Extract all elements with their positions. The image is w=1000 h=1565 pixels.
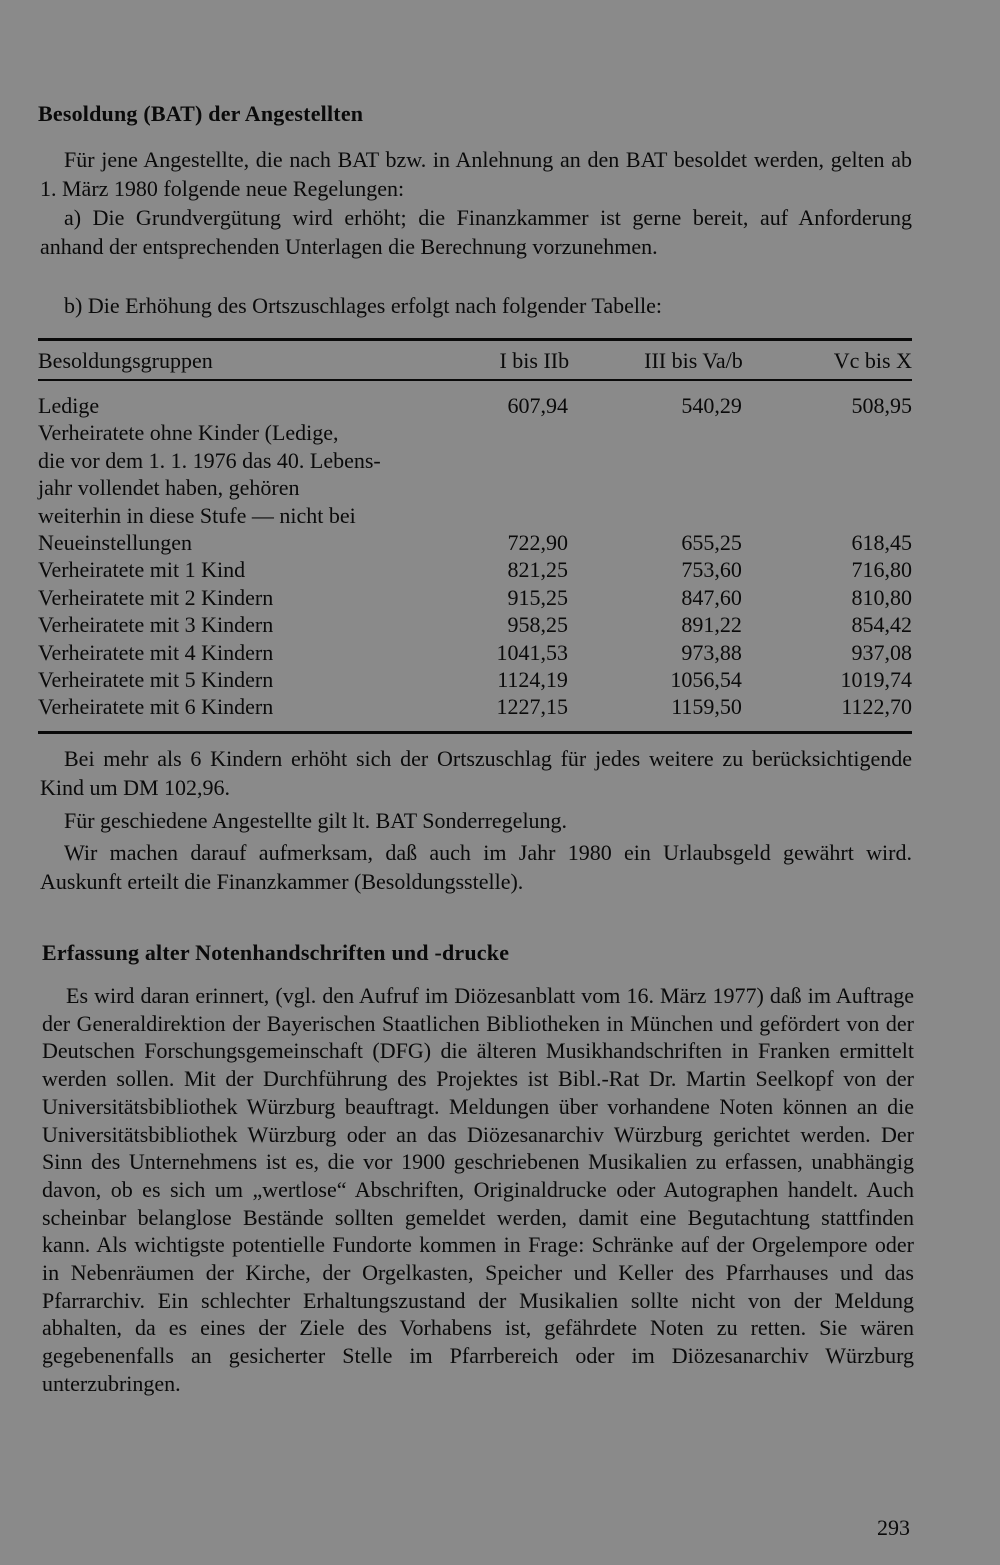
row-label: Verheiratete mit 6 Kindern bbox=[38, 694, 274, 720]
paragraph-geschiedene: Für geschiedene Angestellte gilt lt. BAT Sonderregelung. bbox=[64, 808, 568, 833]
row-value-vc: 1122,70 bbox=[841, 694, 912, 720]
table-row bbox=[38, 392, 912, 419]
table-row bbox=[38, 693, 912, 720]
header-i-bis-iib: I bis IIb bbox=[499, 347, 570, 373]
row-value-vc: 854,42 bbox=[851, 612, 912, 638]
row-value-vc: 1019,74 bbox=[840, 667, 912, 693]
table-row bbox=[38, 556, 912, 583]
paragraph-grundverguetung: a) Die Grundvergütung wird erhöht; die Finanzkammer ist gerne bereit, auf Anforderung anhand der entsprechenden Unterlagen die Berechnung vorzunehmen. bbox=[40, 205, 912, 259]
row-value-iii: 847,60 bbox=[681, 584, 742, 610]
row-value-i: 1041,53 bbox=[496, 639, 568, 665]
row-value-i: 1124,19 bbox=[497, 667, 568, 693]
paragraph-notenhandschriften: Es wird daran erinnert, (vgl. den Aufruf im Diözesanblatt vom 16. März 1977) daß im Auftrage der Generaldirektion der Bayerischen Staatlichen Bibliotheken in München und gefördert von der Deutschen Forschungsgemeinschaft (DFG) die älteren Musikhandschriften in Franken ermittelt werden sollen. Mit der Durchführung des Projektes ist Bibl.-Rat Dr. Martin Seelkopf von der Universitätsbibliothek Würzburg beauftragt. Meldungen über vorhandene Noten können an die Universitätsbibliothek Würzburg oder an das Diözesanarchiv Würzburg gerichtet werden. Der Sinn des Unternehmens ist es, die vor 1900 geschriebenen Musikalien zu erfassen, unabhängig davon, ob es sich um „wertlose“ Abschriften, Originaldrucke oder Autographen handelt. Auch scheinbar belanglose Bestände sollten gemeldet werden, damit eine Begutachtung stattfinden kann. Als wichtigste potentielle Fundorte kommen in Frage: Schränke auf der Orgelempore oder in Nebenräumen der Kirche, der Orgelkasten, Speicher und Keller des Pfarrhauses und das Pfarrarchiv. Ein schlechter Erhaltungszustand der Musikalien sollte nicht von der Meldung abhalten, da es eines der Ziele des Vorhabens ist, gefährdete Noten zu retten. Sie wären gegebenenfalls an gesicherter Stelle im Pfarrbereich oder im Diözesanarchiv Würzburg unterzubringen. bbox=[42, 983, 914, 1396]
header-besoldungsgruppen: Besoldungsgruppen bbox=[38, 347, 213, 373]
section-heading-notenhandschriften: Erfassung alter Notenhandschriften und -drucke bbox=[42, 940, 510, 965]
row-value-vc: 716,80 bbox=[851, 557, 912, 583]
row-label: Verheiratete ohne Kinder (Ledige, die vor dem 1. 1. 1976 das 40. Lebens- jahr vollendet haben, gehören weiterhin in diese Stufe — nicht bei Neueinstellungen bbox=[38, 420, 381, 556]
row-value-i: 821,25 bbox=[507, 557, 568, 583]
row-label: Verheiratete mit 4 Kindern bbox=[38, 639, 274, 665]
row-value-i: 915,25 bbox=[507, 584, 568, 610]
table-bottom-rule bbox=[38, 731, 912, 734]
row-value-iii: 753,60 bbox=[681, 557, 742, 583]
row-value-vc: 937,08 bbox=[851, 639, 912, 665]
row-value-iii: 540,29 bbox=[681, 393, 742, 418]
table-header bbox=[38, 346, 912, 374]
row-value-iii: 655,25 bbox=[681, 530, 742, 556]
table-row bbox=[38, 584, 912, 611]
row-value-vc: 618,45 bbox=[851, 530, 912, 556]
table-row bbox=[38, 419, 912, 556]
row-value-i: 722,90 bbox=[507, 530, 568, 556]
header-vc-bis-x: Vc bis X bbox=[833, 347, 912, 373]
table-top-rule bbox=[38, 338, 912, 341]
table-row bbox=[38, 611, 912, 638]
paragraph-urlaubsgeld: Wir machen darauf aufmerksam, daß auch im Jahr 1980 ein Urlaubsgeld gewährt wird. Auskunft erteilt die Finanzkammer (Besoldungsstelle). bbox=[40, 840, 912, 894]
row-value-iii: 1056,54 bbox=[670, 667, 742, 693]
row-label: Verheiratete mit 5 Kindern bbox=[38, 667, 274, 693]
row-value-i: 958,25 bbox=[507, 612, 568, 638]
paragraph-mehr-kinder: Bei mehr als 6 Kindern erhöht sich der Ortszuschlag für jedes weitere zu berücksichtigende Kind um DM 102,96. bbox=[40, 746, 912, 800]
row-value-iii: 973,88 bbox=[681, 639, 742, 665]
table-header-row bbox=[38, 346, 912, 374]
row-label: Verheiratete mit 2 Kindern bbox=[38, 584, 274, 610]
table-row bbox=[38, 666, 912, 693]
row-value-i: 1227,15 bbox=[496, 694, 568, 720]
header-iii-bis-va-b: III bis Va/b bbox=[644, 347, 743, 373]
row-value-vc: 508,95 bbox=[851, 393, 912, 418]
table-body bbox=[38, 392, 912, 721]
paragraph-ortszuschlag: b) Die Erhöhung des Ortszuschlages erfolgt nach folgender Tabelle: bbox=[64, 293, 662, 318]
page-number: 293 bbox=[877, 1515, 910, 1540]
section-heading-besoldung: Besoldung (BAT) der Angestellten bbox=[38, 101, 364, 126]
row-label: Ledige bbox=[38, 393, 100, 418]
row-value-iii: 1159,50 bbox=[671, 694, 742, 720]
row-value-iii: 891,22 bbox=[681, 612, 742, 638]
row-value-i: 607,94 bbox=[507, 393, 568, 418]
table-header-rule bbox=[38, 379, 912, 381]
row-label: Verheiratete mit 3 Kindern bbox=[38, 612, 274, 638]
row-value-vc: 810,80 bbox=[851, 584, 912, 610]
table-row bbox=[38, 639, 912, 666]
paragraph-intro: Für jene Angestellte, die nach BAT bzw. in Anlehnung an den BAT besoldet werden, gelten ab 1. März 1980 folgende neue Regelungen: bbox=[40, 147, 912, 201]
row-label: Verheiratete mit 1 Kind bbox=[38, 557, 246, 583]
